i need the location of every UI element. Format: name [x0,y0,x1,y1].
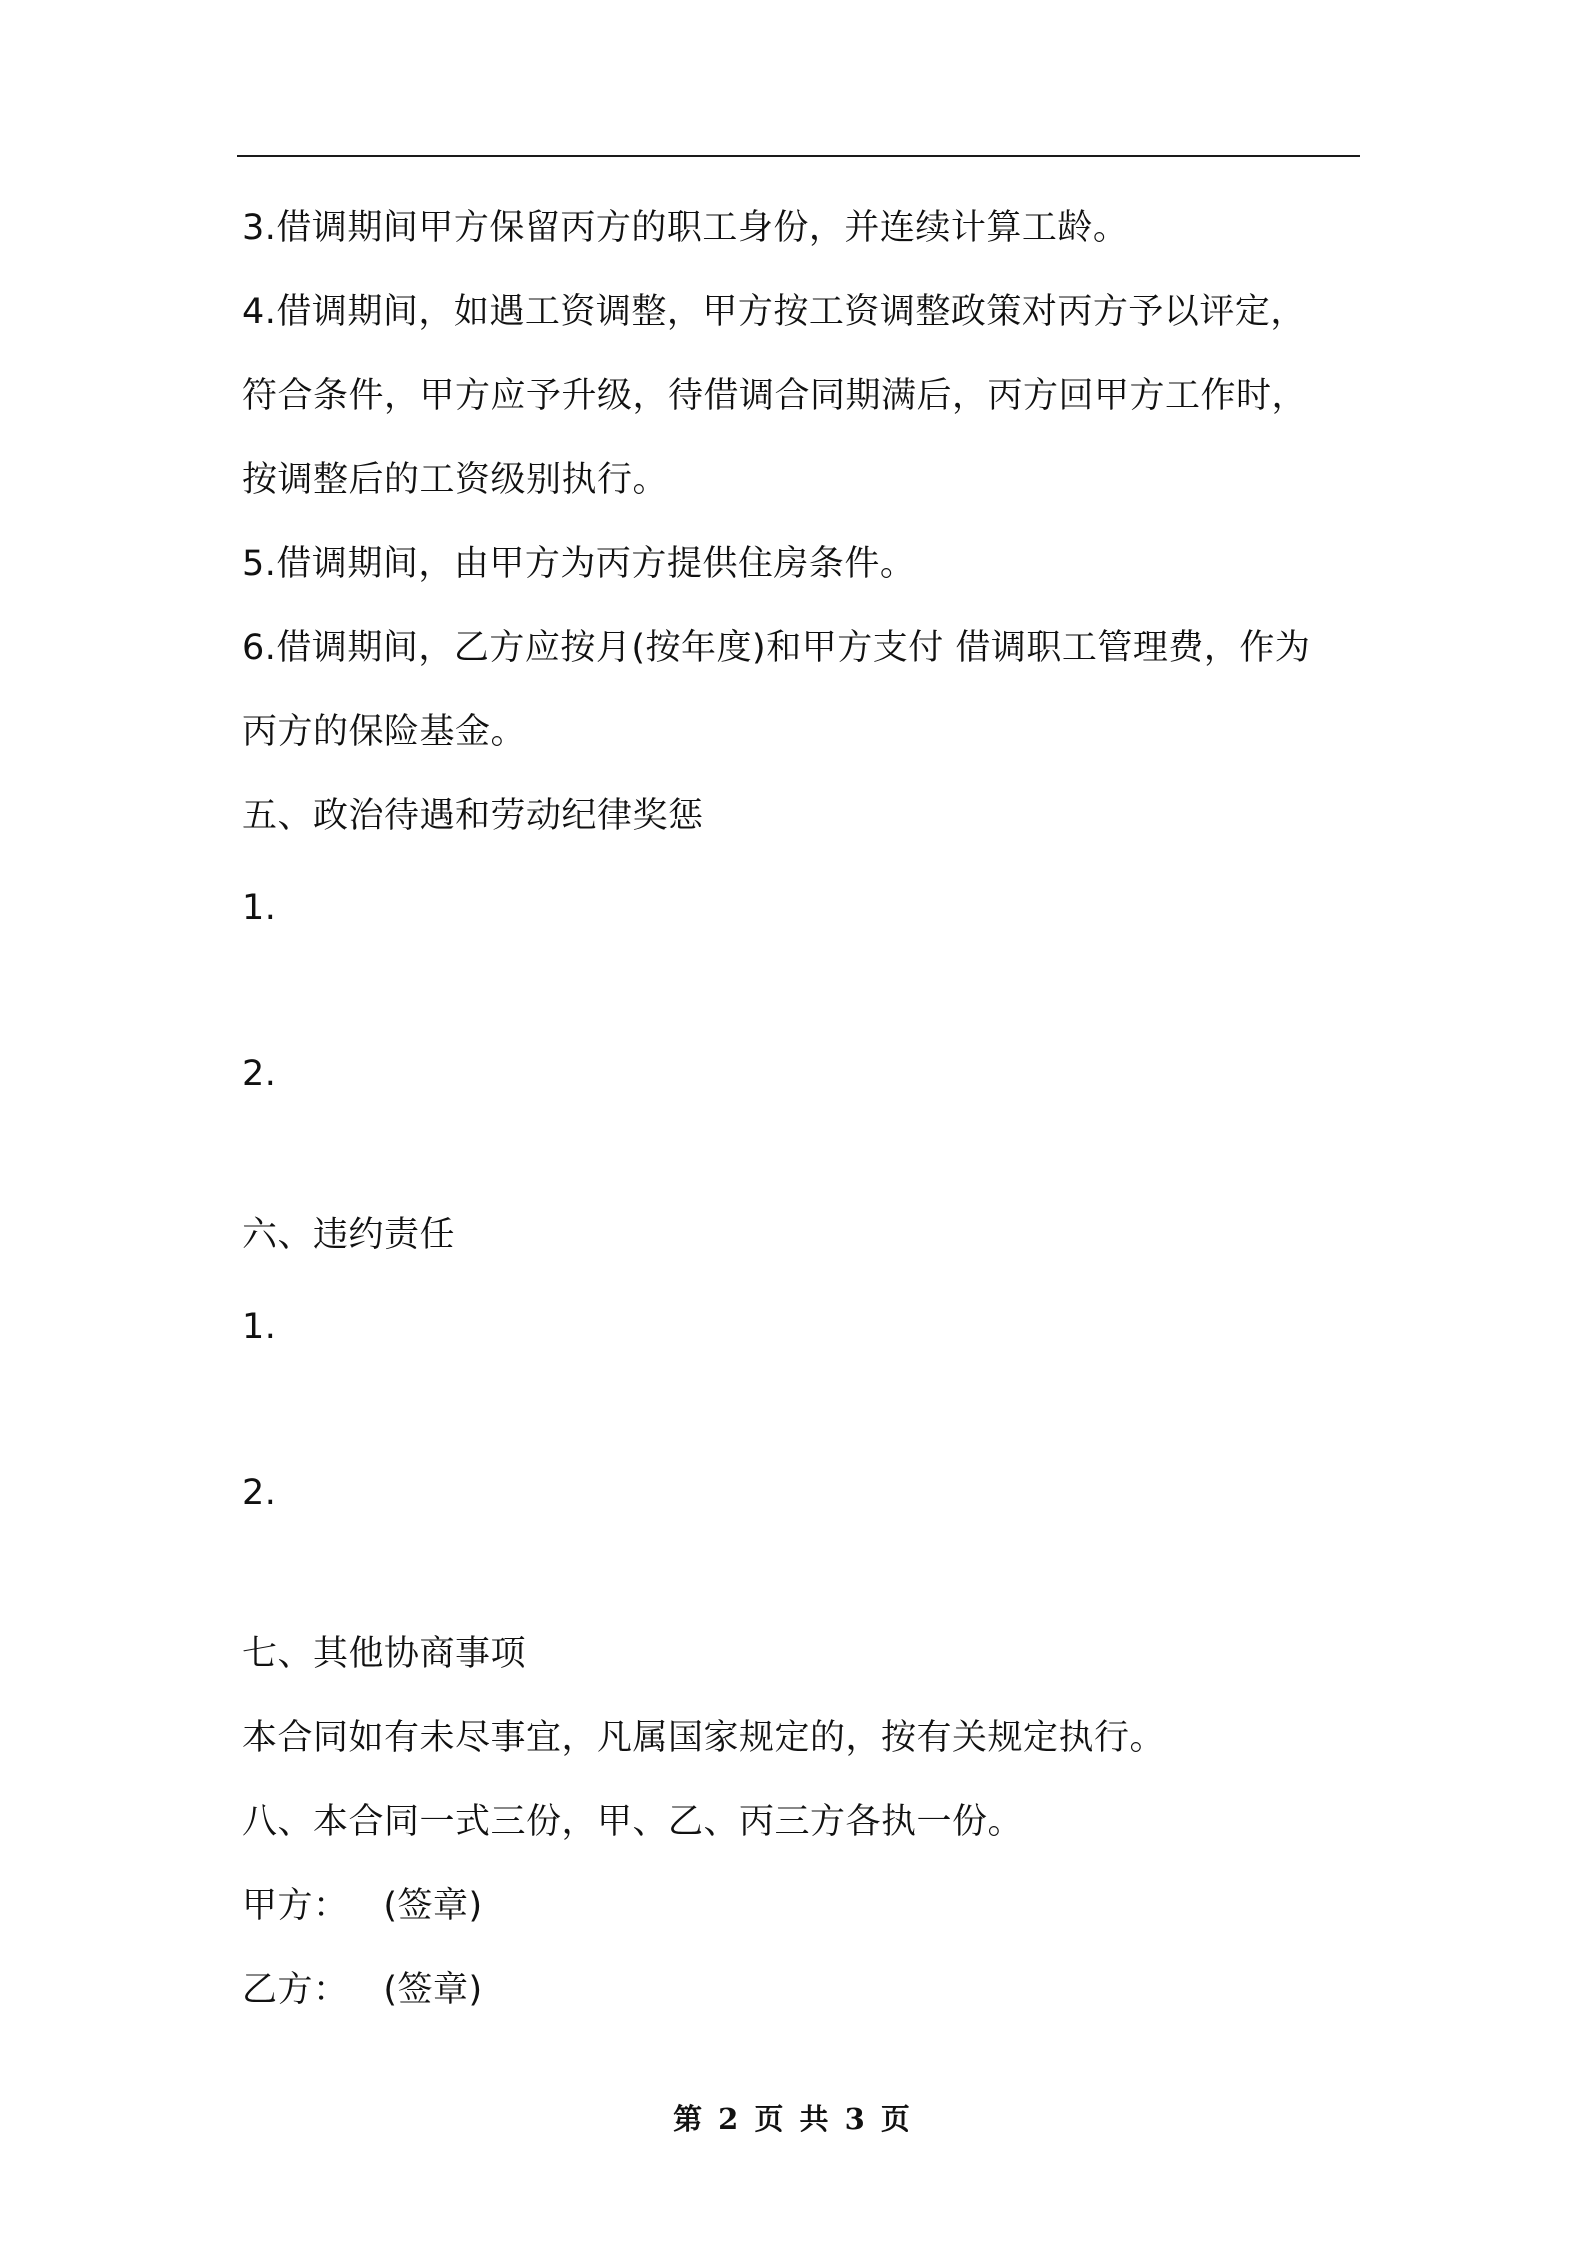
section-6-item-2: 2. [242,1473,277,1513]
clause-6-fee-line1: 6.借调期间，乙方应按月(按年度)和甲方支付 借调职工管理费，作为 [242,628,1311,668]
section-6-heading: 六、违约责任 [242,1215,456,1255]
party-a-signature: 甲方： (签章) [242,1886,483,1926]
party-b-signature: 乙方： (签章) [242,1970,483,2010]
clause-5-housing: 5.借调期间，由甲方为丙方提供住房条件。 [242,544,916,584]
section-5-heading: 五、政治待遇和劳动纪律奖惩 [242,796,704,836]
section-5-item-1: 1. [242,888,277,928]
header-rule [237,155,1360,157]
section-5-item-2: 2. [242,1054,277,1094]
clause-4-salary-line2: 符合条件，甲方应予升级，待借调合同期满后，丙方回甲方工作时， [242,376,1308,416]
section-7-body: 本合同如有未尽事宜，凡属国家规定的，按有关规定执行。 [242,1718,1166,1758]
section-6-item-1: 1. [242,1307,277,1347]
clause-4-salary-line3: 按调整后的工资级别执行。 [242,460,669,500]
section-7-heading: 七、其他协商事项 [242,1634,527,1674]
clause-6-fee-line2: 丙方的保险基金。 [242,712,527,752]
clause-3-identity: 3.借调期间甲方保留丙方的职工身份，并连续计算工龄。 [242,208,1129,248]
page-number: 第 2 页 共 3 页 [673,2102,913,2136]
section-8-copies: 八、本合同一式三份，甲、乙、丙三方各执一份。 [242,1802,1024,1842]
clause-4-salary-line1: 4.借调期间，如遇工资调整，甲方按工资调整政策对丙方予以评定， [242,292,1306,332]
